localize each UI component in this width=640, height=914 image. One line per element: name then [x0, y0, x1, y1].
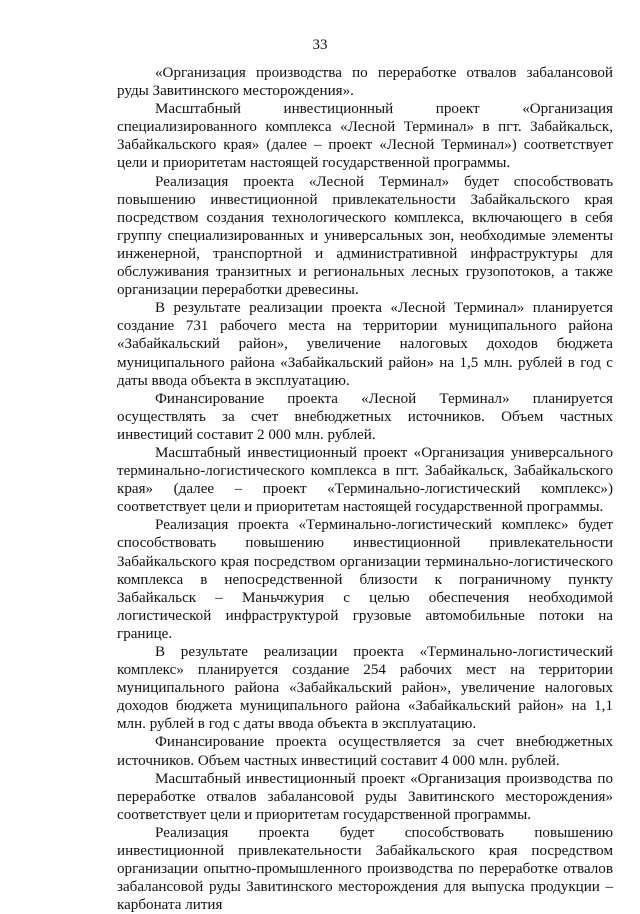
paragraph-continuation: «Организация производства по переработке отвалов забалансовой руды Завитинского месторождения». [117, 65, 613, 100]
paragraph-logistics-complex-intro: Масштабный инвестиционный проект «Организация универсального терминально-логистического комплекса в пгт. Забайкальск, Забайкальского края» (далее – проект «Терминально-логистический комплекс») соответствует цели и приоритетам настоящей государственной программы. [117, 444, 613, 516]
page-number: 33 [312, 37, 328, 53]
paragraph-forest-terminal-results: В результате реализации проекта «Лесной Терминал» планируется создание 731 рабочего места на территории муниципального района «Забайкальский район», увеличение налоговых доходов бюджета муниципального района «Забайкальский район» на 1,5 млн. рублей в год с даты ввода объекта в эксплуатацию. [117, 300, 613, 389]
paragraph-forest-terminal-intro: Масштабный инвестиционный проект «Организация специализированного комплекса «Лесной Терминал» в пгт. Забайкальск, Забайкальского края» (далее – проект «Лесной Терминал») соответствует цели и приоритетам настоящей государственной программы. [117, 101, 613, 172]
paragraph-forest-terminal-financing: Финансирование проекта «Лесной Терминал» планируется осуществлять за счет внебюджетных источников. Объем частных инвестиций составит 2 000 млн. рублей. [117, 390, 613, 443]
paragraph-logistics-complex-implementation: Реализация проекта «Терминально-логистический комплекс» будет способствовать повышению инвестиционной привлекательности Забайкальского края посредством организации терминально-логистического комплекса в непосредственной близости к пограничному пункту Забайкальск – Маньчжурия с целью обеспечения необходимой логистической инфраструктурой грузовые автомобильные потоки на границе. [117, 517, 613, 642]
document-body [117, 64, 613, 914]
paragraph-ore-processing-intro: Масштабный инвестиционный проект «Организация производства по переработке отвалов забалансовой руды Завитинского месторождения» соответствует цели и приоритетам государственной программы. [117, 770, 613, 823]
paragraph-logistics-complex-financing: Финансирование проекта осуществляется за счет внебюджетных источников. Объем частных инвестиций составит 4 000 млн. рублей. [117, 734, 613, 769]
paragraph-logistics-complex-results: В результате реализации проекта «Терминально-логистический комплекс» планируется создание 254 рабочих мест на территории муниципального района «Забайкальский район», увеличение налоговых доходов бюджета муниципального района «Забайкальский район» на 1,1 млн. рублей в год с даты ввода объекта в эксплуатацию. [117, 644, 613, 733]
paragraph-ore-processing-implementation: Реализация проекта будет способствовать повышению инвестиционной привлекательности Забайкальского края посредством организации опытно-промышленного производства по переработке отвалов забалансовой руды Завитинского месторождения для выпуска продукции – карбоната лития [117, 824, 613, 914]
paragraph-forest-terminal-implementation: Реализация проекта «Лесной Терминал» будет способствовать повышению инвестиционной привлекательности Забайкальского края посредством создания технологического комплекса, включающего в себя группу специализированных и универсальных зон, необходимые элементы инженерной, транспортной и административной инфраструктуры для обслуживания транзитных и региональных лесных грузопотоков, а также организации переработки древесины. [117, 173, 613, 299]
